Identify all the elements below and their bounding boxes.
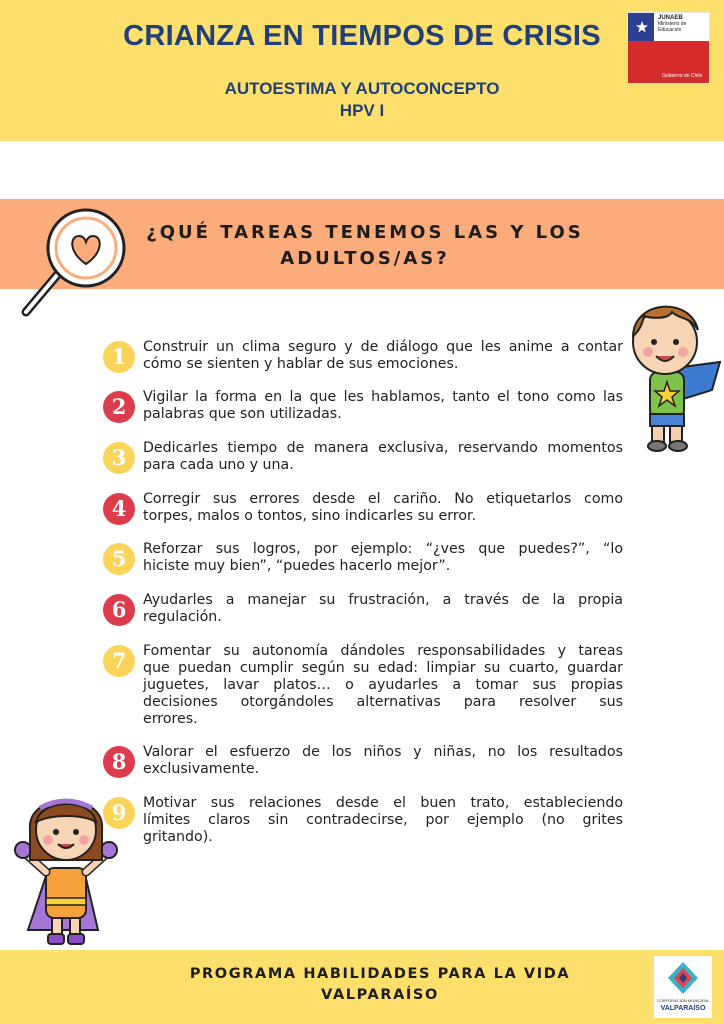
item-number-badge: 3 [103,442,135,474]
item-text-line: Dedicarles tiempo de manera exclusiva, reservando momentos [143,440,623,456]
junaeb-gobierno-logo: JUNAEB Ministerio de Educación Gobierno de Chile [627,12,710,84]
item-text-line: juguetes, lavar platos… o ayudarles a tomar sus propias [143,677,623,693]
magnifier-heart-icon [18,202,128,318]
item-text-line: palabras que son utilizadas. [143,406,342,422]
item-text [143,339,623,373]
superhero-boy-illustration [620,290,724,460]
item-text [143,491,623,525]
item-text [143,541,623,575]
item-text-line: regulación. [143,609,222,625]
item-text-line: para cada uno y una. [143,457,294,473]
item-text-line: gritando). [143,829,213,845]
item-text-line: que puedan cumplir según su edad: limpiar su cuarto, guardar [143,660,623,676]
item-text-line: errores. [143,711,198,727]
item-text-line: Construir un clima seguro y de diálogo que les anime a contar [143,339,623,355]
item-number-badge: 9 [103,797,135,829]
footer-program-name: PROGRAMA HABILIDADES PARA LA VIDA [189,966,571,982]
item-text [143,744,623,778]
item-number-badge: 6 [103,594,135,626]
page-title: CRIANZA EN TIEMPOS DE CRISIS [123,20,601,52]
item-number-badge: 4 [103,493,135,525]
item-text-line: hiciste muy bien”, “puedes hacerlo mejor”. [143,558,451,574]
item-text-line: cómo se sienten y hablar de sus emociones. [143,356,459,372]
corporacion-municipal-logo: CORPORACIÓN MUNICIPAL VALPARAÍSO [654,956,712,1018]
item-text [143,795,623,846]
item-text-line: Corregir sus errores desde el cariño. No etiquetarlos como [143,491,623,507]
item-number-badge: 2 [103,391,135,423]
item-text-line: exclusivamente. [143,761,260,777]
star-icon [636,21,648,33]
item-text-line: Valorar el esfuerzo de los niños y niñas, no los resultados [143,744,623,760]
item-number-badge: 1 [103,341,135,373]
item-text-line: Reforzar sus logros, por ejemplo: “¿ves que puedes?”, “lo [143,541,623,557]
item-text-line: Ayudarles a manejar su frustración, a través de la propia [143,592,623,608]
superhero-girl-illustration [8,780,128,950]
cm-mark-icon [666,960,700,996]
section-title: ¿QUÉ TAREAS TENEMOS LAS Y LOS ADULTOS/AS? [146,222,584,269]
item-text [143,643,623,728]
page-subtitle-level: HPV I [339,101,385,120]
item-text-line: Fomentar su autonomía dándoles responsabilidades y tareas [143,643,623,659]
item-text [143,389,623,423]
item-text-line: decisiones otorgándoles alternativas para resolver sus [143,694,623,710]
item-number-badge: 8 [103,746,135,778]
item-text-line: límites claros sin contradecirse, por ejemplo (no grites [143,812,623,828]
item-text [143,592,623,626]
footer-city: VALPARAÍSO [321,987,439,1003]
item-text-line: Motivar sus relaciones desde el buen trato, estableciendo [143,795,623,811]
item-text [143,440,623,474]
item-text-line: torpes, malos o tontos, sino indicarles su error. [143,508,477,524]
item-number-badge: 5 [103,543,135,575]
item-text-line: Vigilar la forma en la que les hablamos, tanto el tono como las [143,389,623,405]
item-number-badge: 7 [103,645,135,677]
page-subtitle: AUTOESTIMA Y AUTOCONCEPTO [224,79,500,98]
